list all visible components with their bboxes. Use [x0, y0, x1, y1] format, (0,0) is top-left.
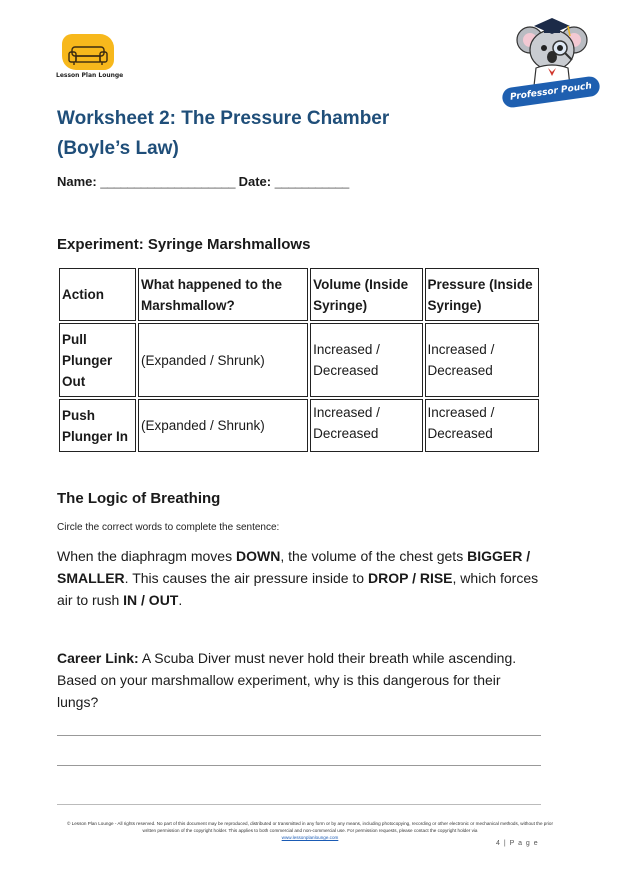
- answer-line[interactable]: [57, 735, 541, 736]
- header-cell: Pressure (Inside Syringe): [425, 268, 539, 321]
- volume-cell[interactable]: Increased / Decreased: [310, 323, 422, 397]
- marshmallow-cell[interactable]: (Expanded / Shrunk): [138, 323, 308, 397]
- career-label: Career Link:: [57, 650, 139, 666]
- header-cell: Volume (Inside Syringe): [310, 268, 422, 321]
- brand-logo: [56, 34, 122, 90]
- breathing-instruction: Circle the correct words to complete the sentence:: [57, 522, 280, 533]
- sentence-text: . This causes the air pressure inside to: [124, 570, 368, 586]
- sentence-text: , which forces air to rush: [57, 570, 539, 608]
- experiment-table: [57, 266, 541, 454]
- sentence-text: .: [178, 592, 183, 608]
- sentence-text: , the volume of the chest gets: [280, 548, 468, 564]
- name-blank[interactable]: ____________________: [100, 174, 235, 189]
- footer-copyright: [60, 820, 560, 841]
- name-label: Name:: [57, 174, 97, 189]
- career-text: A Scuba Diver must never hold their breath while ascending. Based on your marshmallow experiment, why is this dangerous for their lungs?: [57, 650, 517, 710]
- career-link-paragraph: [57, 647, 543, 713]
- volume-cell[interactable]: Increased / Decreased: [310, 399, 422, 452]
- brand-name: Lesson Plan Lounge: [56, 72, 124, 79]
- page-title: [57, 104, 477, 164]
- header-cell: What happened to the Marshmallow?: [138, 268, 308, 321]
- footer-link[interactable]: www.lessonplanlounge.com: [281, 835, 339, 840]
- table-row: [59, 399, 539, 452]
- experiment-heading: Experiment: Syringe Marshmallows: [57, 236, 311, 253]
- date-blank[interactable]: ___________: [274, 174, 349, 189]
- action-cell: Push Plunger In: [59, 399, 136, 452]
- couch-icon: [68, 44, 108, 66]
- date-label: Date:: [238, 174, 272, 189]
- sentence-bold: DOWN: [235, 548, 281, 564]
- name-date-line: [57, 174, 349, 189]
- footer-divider: [57, 804, 541, 805]
- table-row: [59, 323, 539, 397]
- title-line-2: (Boyle’s Law): [57, 138, 179, 159]
- pressure-cell[interactable]: Increased / Decreased: [425, 399, 539, 452]
- mascot-banner: Professor Pouch: [501, 75, 601, 108]
- pressure-cell[interactable]: Increased / Decreased: [425, 323, 539, 397]
- page-number: 4 | P a g e: [496, 840, 539, 847]
- footer-text: © Lesson Plan Lounge - All rights reserved. No part of this document may be reproduced, distributed or transmitted in any form or by any means, including photocopying, recording or other electronic or mechanical methods, without the prior written permission of the copyright holder. This applies to both commercial and non-commercial use. For permission requests, please contact the copyright holder via: [67, 821, 553, 833]
- marshmallow-cell[interactable]: (Expanded / Shrunk): [138, 399, 308, 452]
- table-header-row: [59, 268, 539, 321]
- title-line-1: Worksheet 2: The Pressure Chamber: [57, 108, 390, 129]
- breathing-sentence: [57, 545, 557, 611]
- header-cell: Action: [59, 268, 136, 321]
- breathing-heading: The Logic of Breathing: [57, 490, 221, 507]
- choice-drop-rise[interactable]: DROP / RISE: [367, 570, 453, 586]
- sentence-text: When the diaphragm moves: [57, 548, 236, 564]
- answer-line[interactable]: [57, 765, 541, 766]
- choice-bigger-smaller[interactable]: BIGGER / SMALLER: [57, 548, 531, 586]
- mascot-logo: [500, 8, 604, 104]
- action-cell: Pull Plunger Out: [59, 323, 136, 397]
- choice-in-out[interactable]: IN / OUT: [123, 592, 179, 608]
